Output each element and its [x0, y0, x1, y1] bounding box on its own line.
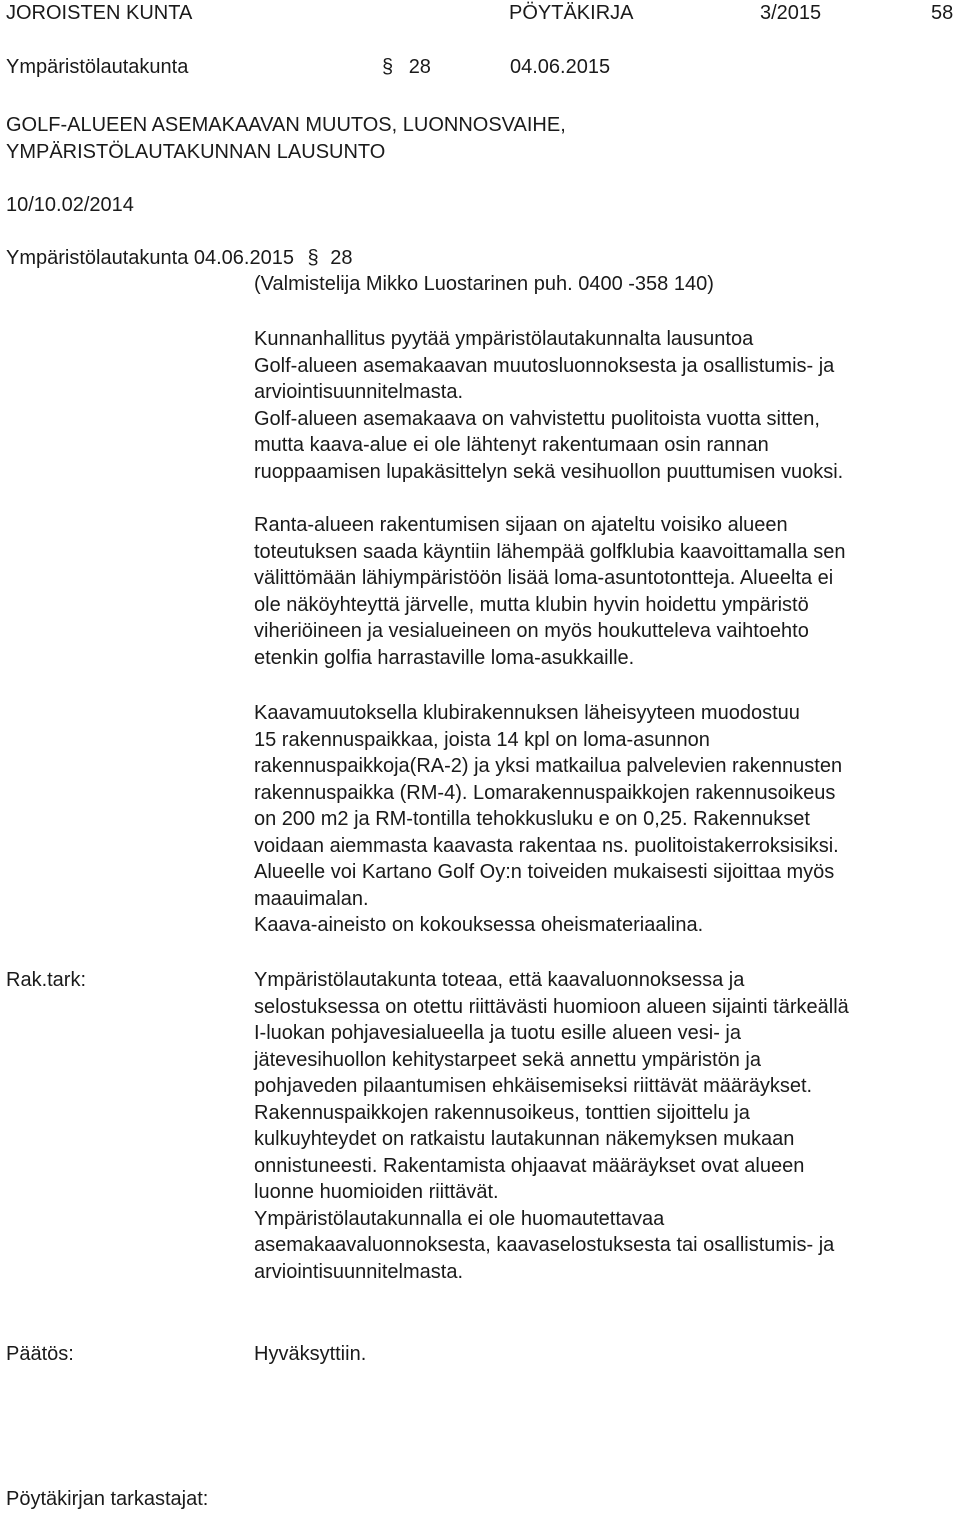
text-line: toteutuksen saada käyntiin lähempää golfklubia kaavoittamalla sen — [254, 540, 846, 563]
text-line: etenkin golfia harrastaville loma-asukkaille. — [254, 646, 635, 669]
document-type: PÖYTÄKIRJA — [509, 2, 634, 24]
text-line: Rakennuspaikkojen rakennusoikeus, tonttien sijoittelu ja — [254, 1101, 750, 1124]
board-name: Ympäristölautakunta — [6, 56, 189, 78]
body-paragraph-3 — [254, 700, 954, 939]
text-line: jätevesihuollon kehitystarpeet sekä annettu ympäristön ja — [254, 1048, 761, 1071]
section-icon: § — [307, 247, 319, 269]
page-title-line-1: GOLF-ALUEEN ASEMAKAAVAN MUUTOS, LUONNOSVAIHE, — [6, 114, 566, 136]
text-line: voidaan aiemmasta kaavasta rakentaa ns. puolitoistakerroksisiksi. — [254, 834, 839, 857]
decision-text: Hyväksyttiin. — [254, 1343, 367, 1365]
text-line: Alueelle voi Kartano Golf Oy:n toiveiden mukaisesti sijoittaa myös — [254, 861, 835, 883]
text-line: Kunnanhallitus pyytää ympäristölautakunnalta lausuntoa — [254, 328, 754, 350]
meeting-board-date: Ympäristölautakunta 04.06.2015 — [6, 247, 294, 269]
text-line: pohjaveden pilaantumisen ehkäisemiseksi riittävät määräykset. — [254, 1075, 813, 1097]
text-line: rakennuspaikkoja(RA-2) ja yksi matkailua palvelevien rakennusten — [254, 755, 843, 777]
text-line: luonne huomioiden riittävät. — [254, 1181, 499, 1203]
decision-label: Päätös: — [6, 1343, 74, 1365]
text-line: viheriöineen ja vesialueineen on myös houkutteleva vaihtoehto — [254, 620, 809, 642]
proposal-text — [254, 967, 954, 1285]
text-line: kulkuyhteydet on ratkaistu lautakunnan näkemyksen mukaan — [254, 1128, 795, 1150]
text-line: Golf-alueen asemakaavan muutosluonnoksesta ja osallistumis- ja — [254, 354, 835, 377]
text-line: selostuksessa on otettu riittävästi huomioon alueen sijainti tärkeällä — [254, 995, 849, 1018]
municipality-name: JOROISTEN KUNTA — [6, 2, 193, 24]
section-mark — [382, 54, 431, 81]
text-line: Kaava-aineisto on kokouksessa oheismateriaalina. — [254, 914, 704, 936]
text-line: arviointisuunnitelmasta. — [254, 1260, 463, 1283]
body-paragraph-2 — [254, 512, 954, 671]
text-line: mutta kaava-alue ei ole lähtenyt rakentumaan osin rannan — [254, 434, 769, 456]
text-line: Ranta-alueen rakentumisen sijaan on ajateltu voisiko alueen — [254, 514, 788, 536]
meeting-reference — [6, 245, 352, 272]
text-line: rakennuspaikka (RM-4). Lomarakennuspaikkojen rakennusoikeus — [254, 781, 836, 804]
text-line: välittömään lähiympäristöön lisää loma-asuntotontteja. Alueelta ei — [254, 567, 834, 589]
section-icon: § — [382, 56, 394, 78]
reviewers-label: Pöytäkirjan tarkastajat: — [6, 1488, 209, 1510]
text-line: on 200 m2 ja RM-tontilla tehokkusluku e on 0,25. Rakennukset — [254, 808, 810, 830]
body-paragraph-1 — [254, 326, 954, 485]
text-line: Golf-alueen asemakaava on vahvistettu puolitoista vuotta sitten, — [254, 407, 820, 430]
page-title-line-2: YMPÄRISTÖLAUTAKUNNAN LAUSUNTO — [6, 141, 386, 163]
meeting-section: 28 — [330, 247, 353, 269]
text-line: Kaavamuutoksella klubirakennuksen läheisyyteen muodostuu — [254, 702, 800, 724]
text-line: I-luokan pohjavesialueella ja tuotu esille alueen vesi- ja — [254, 1022, 741, 1044]
text-line: onnistuneesti. Rakentamista ohjaavat määräykset ovat alueen — [254, 1154, 805, 1177]
text-line: Ympäristölautakunta toteaa, että kaavaluonnoksessa ja — [254, 969, 745, 991]
text-line: asemakaavaluonnoksesta, kaavaselostuksesta tai osallistumis- ja — [254, 1234, 835, 1256]
text-line: ole näköyhteyttä järvelle, mutta klubin hyvin hoidettu ympäristö — [254, 593, 809, 616]
text-line: maauimalan. — [254, 887, 369, 910]
section-number: 28 — [408, 56, 431, 78]
text-line: 15 rakennuspaikkaa, joista 14 kpl on loma-asunnon — [254, 728, 710, 751]
text-line: ruoppaamisen lupakäsittelyn sekä vesihuollon puuttumisen vuoksi. — [254, 460, 844, 483]
reference-number: 10/10.02/2014 — [6, 194, 134, 216]
document-number: 3/2015 — [760, 2, 822, 24]
preparer-info: (Valmistelija Mikko Luostarinen puh. 0400 -358 140) — [254, 273, 714, 295]
text-line: arviointisuunnitelmasta. — [254, 381, 463, 403]
page-number: 58 — [931, 2, 954, 24]
text-line: Ympäristölautakunnalla ei ole huomautettavaa — [254, 1207, 665, 1230]
proposal-label: Rak.tark: — [6, 969, 87, 991]
meeting-date: 04.06.2015 — [510, 56, 611, 78]
